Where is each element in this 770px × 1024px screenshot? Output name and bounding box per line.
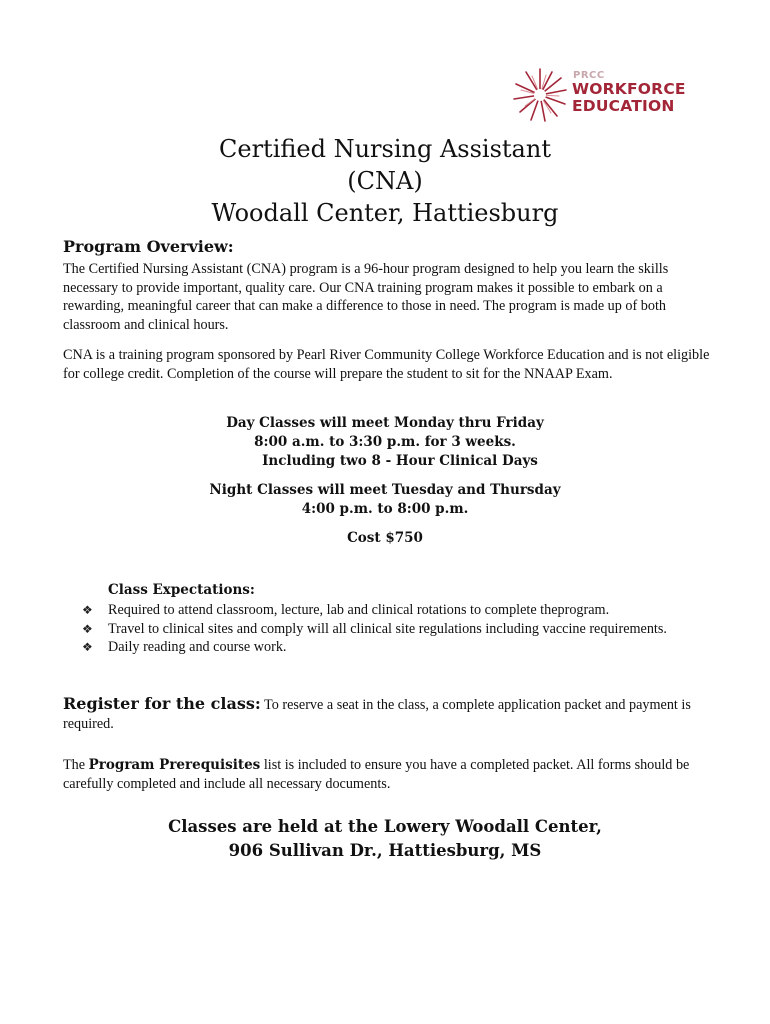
list-item <box>82 601 722 620</box>
prereq-bold: Program Prerequisites <box>88 757 261 773</box>
program-overview-heading: Program Overview: <box>63 237 234 256</box>
prerequisites-paragraph <box>63 756 713 793</box>
list-item <box>82 620 722 639</box>
list-item <box>82 638 722 657</box>
night-classes-line1: Night Classes will meet Tuesday and Thursday <box>209 482 561 498</box>
logo-prcc: PRCC <box>573 70 605 81</box>
prereq-lead: The <box>63 757 89 773</box>
day-classes-line3: Including two 8 - Hour Clinical Days <box>262 453 538 469</box>
night-classes-line2: 4:00 p.m. to 8:00 p.m. <box>301 501 469 517</box>
cost-line: Cost $750 <box>347 530 423 546</box>
list-item-text: Travel to clinical sites and comply will all clinical site regulations including vaccine requirements. <box>108 620 667 637</box>
register-heading: Register for the class: <box>63 694 261 713</box>
register-text: To reserve a seat in the class, a complete application packet and payment is required. <box>63 697 691 732</box>
class-expectations-heading: Class Expectations: <box>108 582 255 598</box>
day-classes-line2: 8:00 a.m. to 3:30 p.m. for 3 weeks. <box>254 434 516 450</box>
day-classes-line1: Day Classes will meet Monday thru Friday <box>226 415 544 431</box>
diamond-bullet-icon: ❖ <box>82 603 93 617</box>
location-line1: Classes are held at the Lowery Woodall Center, <box>168 817 602 836</box>
logo-workforce: WORKFORCE <box>572 80 686 98</box>
list-item-text: Required to attend classroom, lecture, lab and clinical rotations to complete theprogram. <box>108 602 610 618</box>
overview-paragraph-2: CNA is a training program sponsored by Pearl River Community College Workforce Education and is not eligible for college credit. Completion of the course will prepare the student to sit for the NNAAP Exam. <box>63 347 710 382</box>
page-title-line2: (CNA) <box>347 167 423 195</box>
prcc-workforce-logo <box>511 66 701 122</box>
prereq-text: list is included to ensure you have a completed packet. All forms should be carefully completed and include all necessary documents. <box>63 757 690 792</box>
diamond-bullet-icon: ❖ <box>82 621 93 636</box>
location-line2: 906 Sullivan Dr., Hattiesburg, MS <box>228 841 542 860</box>
register-paragraph <box>63 695 713 733</box>
class-expectations-list <box>82 601 722 657</box>
diamond-bullet-icon: ❖ <box>82 640 93 654</box>
starburst-icon <box>511 66 569 124</box>
page-title-line3: Woodall Center, Hattiesburg <box>211 199 559 227</box>
page-title-line1: Certified Nursing Assistant <box>219 135 551 163</box>
list-item-text: Daily reading and course work. <box>108 639 287 655</box>
overview-paragraph-1: The Certified Nursing Assistant (CNA) program is a 96-hour program designed to help you learn the skills necessary to provide important, quality care. Our CNA training program makes it possible to embark on a rewarding, meaningful career that can make a difference to those in need. The program is made up of both classroom and clinical hours. <box>63 261 669 333</box>
logo-education: EDUCATION <box>572 97 675 115</box>
